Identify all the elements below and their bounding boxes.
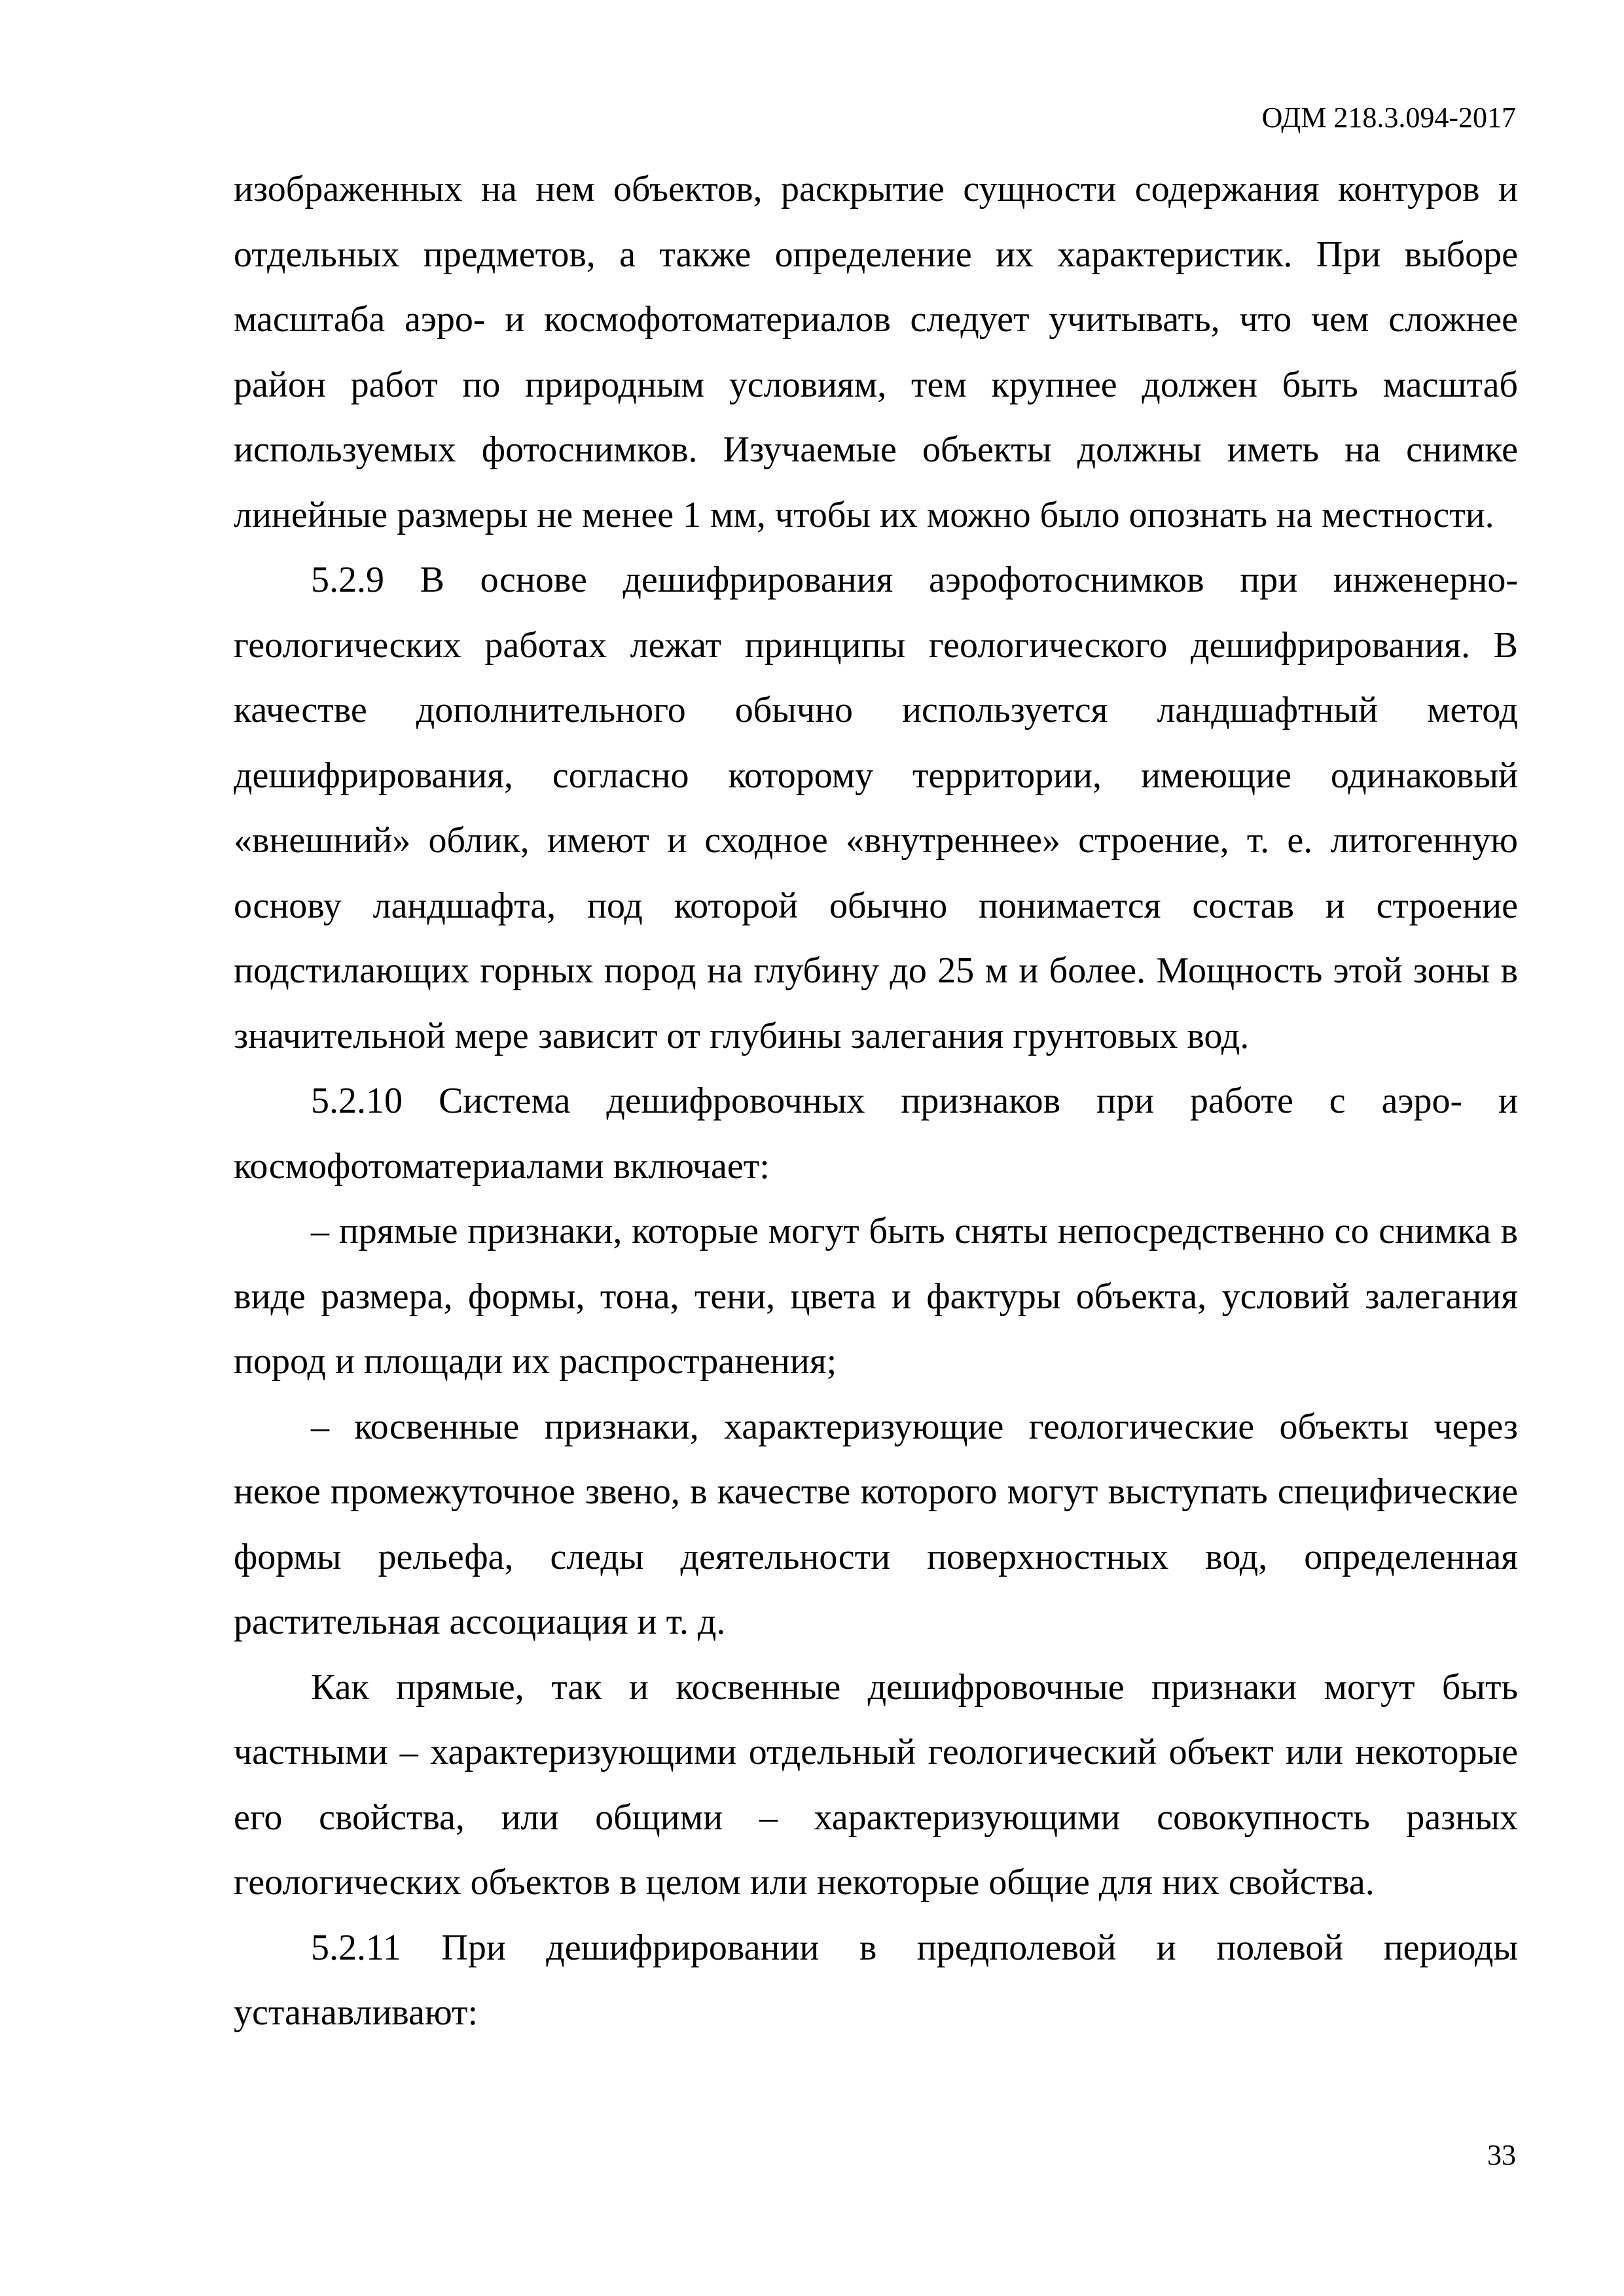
paragraph-text: При дешифрировании в предполевой и полевой периоды устанавливают: xyxy=(234,1927,1519,2033)
paragraph-number: 5.2.9 xyxy=(311,560,384,600)
paragraph-5-2-11 xyxy=(234,1916,1518,2046)
paragraph-text: изображенных на нем объектов, раскрытие сущности содержания контуров и отдельных предметов, а также определение их характеристик. При выборе масштаба аэро- и космофотоматериалов следует учитывать, что чем сложнее район работ по природным условиям, тем крупнее должен быть масштаб используемых фотоснимков. Изучаемые объекты должны иметь на снимке линейные размеры не менее 1 мм, чтобы их можно было опознать на местности. xyxy=(234,169,1518,535)
paragraph-general-note xyxy=(234,1655,1518,1916)
list-item-text: – прямые признаки, которые могут быть сняты непосредственно со снимка в виде размера, формы, тона, тени, цвета и фактуры объекта, условий залегания пород и площади их распространения; xyxy=(234,1211,1518,1382)
list-item-indirect-features xyxy=(234,1395,1518,1655)
paragraph-number: 5.2.10 xyxy=(311,1081,403,1121)
page-number: 33 xyxy=(1487,2139,1516,2171)
list-item-direct-features xyxy=(234,1199,1518,1395)
document-code-header: ОДМ 218.3.094-2017 xyxy=(1261,101,1516,134)
paragraph-text: Система дешифровочных признаков при работе с аэро- и космофотоматериалами включает: xyxy=(234,1081,1518,1187)
paragraph-continuation xyxy=(234,157,1518,548)
list-item-text: – косвенные признаки, характеризующие геологические объекты через некое промежуточное звено, в качестве которого могут выступать специфические формы рельефа, следы деятельности поверхностных вод, определенная растительная ассоциация и т. д. xyxy=(234,1406,1518,1642)
paragraph-number: 5.2.11 xyxy=(311,1927,401,1968)
paragraph-5-2-10 xyxy=(234,1069,1518,1199)
paragraph-text: Как прямые, так и косвенные дешифровочные признаки могут быть частными – характеризующими отдельный геологический объект или некоторые его свойства, или общими – характеризующими совокупность разных геологических объектов в целом или некоторые общие для них свойства. xyxy=(234,1666,1518,1903)
document-body xyxy=(234,157,1518,2046)
paragraph-5-2-9 xyxy=(234,548,1518,1069)
paragraph-text: В основе дешифрирования аэрофотоснимков при инженерно-геологических работах лежат принципы геологического дешифрирования. В качестве дополнительного обычно используется ландшафтный метод дешифрирования, согласно которому территории, имеющие одинаковый «внешний» облик, имеют и сходное «внутреннее» строение, т. е. литогенную основу ландшафта, под которой обычно понимается состав и строение подстилающих горных пород на глубину до 25 м и более. Мощность этой зоны в значительной мере зависит от глубины залегания грунтовых вод. xyxy=(234,560,1519,1056)
